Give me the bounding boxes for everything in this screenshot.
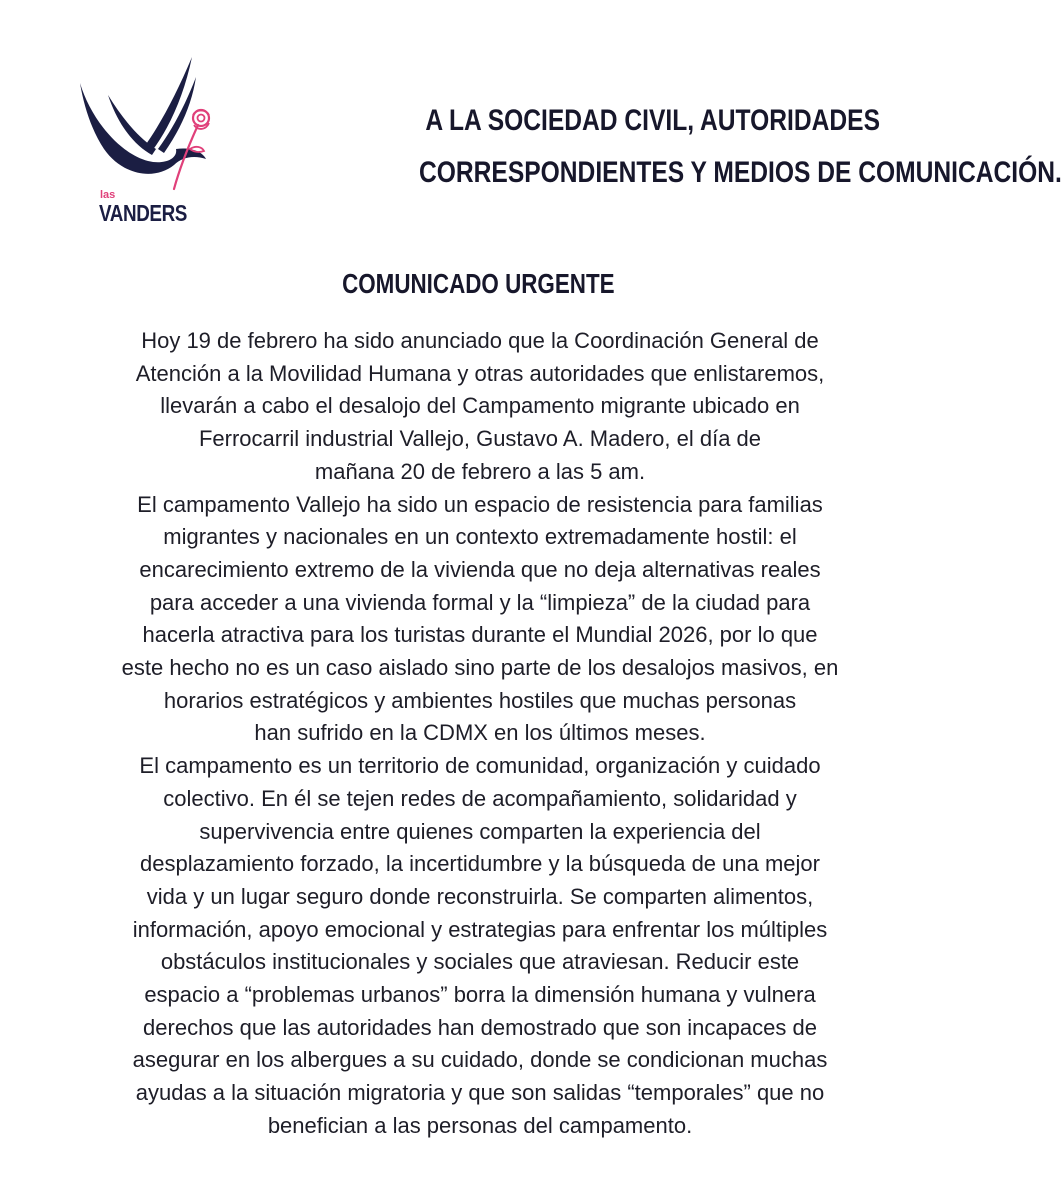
body-line: benefician a las personas del campamento. [267,1112,693,1138]
body-line: para acceder a una vivienda formal y la “limpieza” de la ciudad para [149,589,811,615]
body-line: horarios estratégicos y ambientes hostiles que muchas personas [163,687,797,713]
body-line: ayudas a la situación migratoria y que son salidas “temporales” que no [135,1080,825,1106]
body-line: vida y un lugar seguro donde reconstruirla. Se comparten alimentos, [146,883,814,909]
body-line: han sufrido en la CDMX en los últimos meses. [254,720,706,746]
body-line: encarecimiento extremo de la vivienda que no deja alternativas reales [139,556,821,582]
body-line: supervivencia entre quienes comparten la experiencia del [199,818,761,844]
swallow-with-flower-icon [78,55,228,195]
body-line: migrantes y nacionales en un contexto extremadamente hostil: el [163,524,797,550]
body-line: este hecho no es un caso aislado sino parte de los desalojos masivos, en [121,655,839,681]
body-line: información, apoyo emocional y estrategias para enfrentar los múltiples [132,916,828,942]
body-line: colectivo. En él se tejen redes de acompañamiento, solidaridad y [163,785,797,811]
addressee-line: A LA SOCIEDAD CIVIL, AUTORIDADES [425,104,880,137]
body-line: obstáculos institucionales y sociales que atraviesan. Reducir este [160,949,800,975]
logo-name-text: VANDERS [99,200,187,226]
body-line: Hoy 19 de febrero ha sido anunciado que la Coordinación General de [141,328,819,353]
body-line: asegurar en los albergues a su cuidado, donde se condicionan muchas [132,1047,828,1073]
logo-small-text: las [100,189,116,201]
body-line: hacerla atractiva para los turistas durante el Mundial 2026, por lo que [142,622,818,648]
body-line: derechos que las autoridades han demostrado que son incapaces de [143,1014,817,1040]
document-title-text: COMUNICADO URGENTE [342,268,615,299]
body-line: Ferrocarril industrial Vallejo, Gustavo A. Madero, el día de [198,426,762,452]
addressee-heading [320,95,1062,199]
communique-body [60,325,900,1143]
vanders-logo [78,55,228,235]
addressee-line: CORRESPONDIENTES Y MEDIOS DE COMUNICACIÓN. [419,156,1062,189]
body-line: El campamento Vallejo ha sido un espacio de resistencia para familias [137,491,823,517]
body-line: llevarán a cabo el desalojo del Campamento migrante ubicado en [160,393,800,419]
document-title [0,262,960,306]
body-line: desplazamiento forzado, la incertidumbre y la búsqueda de una mejor [140,851,820,877]
body-line: espacio a “problemas urbanos” borra la dimensión humana y vulnera [144,982,816,1008]
body-line: mañana 20 de febrero a las 5 am. [314,458,646,484]
body-line: Atención a la Movilidad Humana y otras autoridades que enlistaremos, [135,360,825,386]
body-line: El campamento es un territorio de comunidad, organización y cuidado [139,753,821,779]
